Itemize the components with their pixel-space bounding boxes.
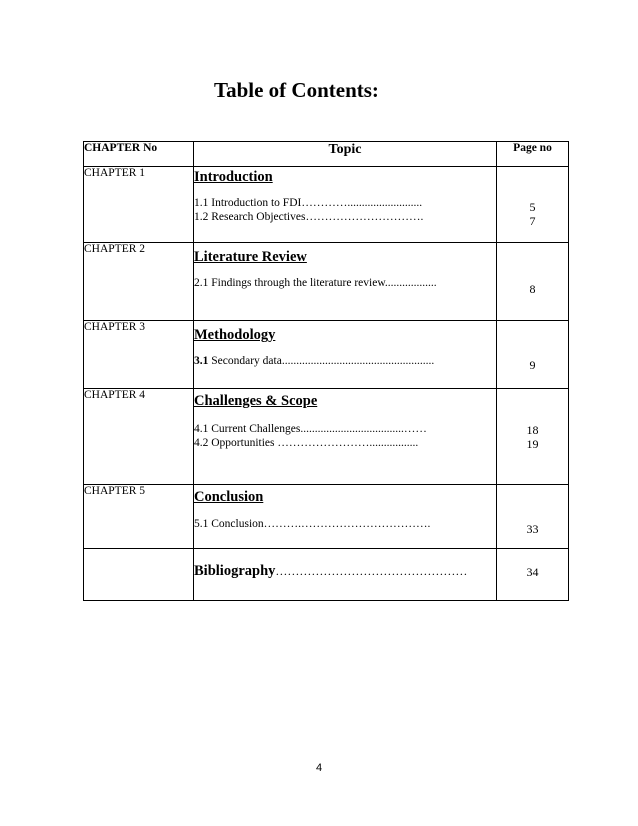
topic-cell <box>194 321 497 389</box>
page-number: 8 <box>529 282 536 296</box>
page-cell <box>497 167 569 243</box>
chapter-cell-empty <box>84 549 194 601</box>
section-entry: 1.1 Introduction to FDI………….......................... <box>194 197 423 209</box>
chapter-cell: CHAPTER 3 <box>84 321 194 389</box>
section-entry: 5.1 Conclusion……….……………………………. <box>194 518 431 530</box>
chapter-cell: CHAPTER 1 <box>84 167 194 243</box>
topic-cell <box>194 167 497 243</box>
chapter-cell: CHAPTER 4 <box>84 389 194 485</box>
topic-cell <box>194 389 497 485</box>
header-chapter: CHAPTER No <box>84 142 194 167</box>
page-cell <box>497 549 569 601</box>
section-entry: 1.2 Research Objectives…………………………. <box>194 211 424 223</box>
chapter-heading: Introduction <box>194 169 273 185</box>
page-number: 5 <box>529 200 536 214</box>
page-number: 34 <box>526 565 539 579</box>
section-entry <box>194 354 496 368</box>
section-entry: 4.1 Current Challenges....................................…… <box>194 423 427 435</box>
chapter-heading: Challenges & Scope <box>194 393 318 409</box>
toc-row <box>84 485 569 549</box>
topic-cell <box>194 485 497 549</box>
section-text: Secondary data..................................................... <box>208 355 435 367</box>
bibliography-leader: ………………………………………… <box>275 564 468 578</box>
page-number: 18 <box>526 423 539 437</box>
toc-header-row <box>84 142 569 167</box>
page-number: 9 <box>529 358 536 372</box>
page-number: 7 <box>529 214 536 228</box>
toc-row <box>84 167 569 243</box>
chapter-cell: CHAPTER 2 <box>84 243 194 321</box>
chapter-heading: Conclusion <box>194 489 264 505</box>
bibliography-label: Bibliography <box>194 563 276 579</box>
page-cell <box>497 321 569 389</box>
toc-row <box>84 321 569 389</box>
header-page: Page no <box>497 142 569 167</box>
chapter-cell: CHAPTER 5 <box>84 485 194 549</box>
toc-row <box>84 243 569 321</box>
page-cell <box>497 485 569 549</box>
chapter-heading: Methodology <box>194 327 276 343</box>
section-number: 3.1 <box>194 355 209 367</box>
page-number: 33 <box>526 522 539 536</box>
header-topic: Topic <box>194 142 497 167</box>
toc-row <box>84 389 569 485</box>
page-number: 19 <box>526 437 539 451</box>
toc-table <box>83 141 569 601</box>
section-entry: 4.2 Opportunities ……………………................. <box>194 437 419 449</box>
page-footer-number: 4 <box>315 762 323 774</box>
document-title: Table of Contents: <box>214 78 379 102</box>
toc-row-bibliography <box>84 549 569 601</box>
chapter-heading: Literature Review <box>194 249 307 265</box>
topic-cell <box>194 549 497 601</box>
bibliography-entry <box>194 563 496 580</box>
page-cell <box>497 243 569 321</box>
topic-cell <box>194 243 497 321</box>
section-entry: 2.1 Findings through the literature review.................. <box>194 277 437 289</box>
page-cell <box>497 389 569 485</box>
